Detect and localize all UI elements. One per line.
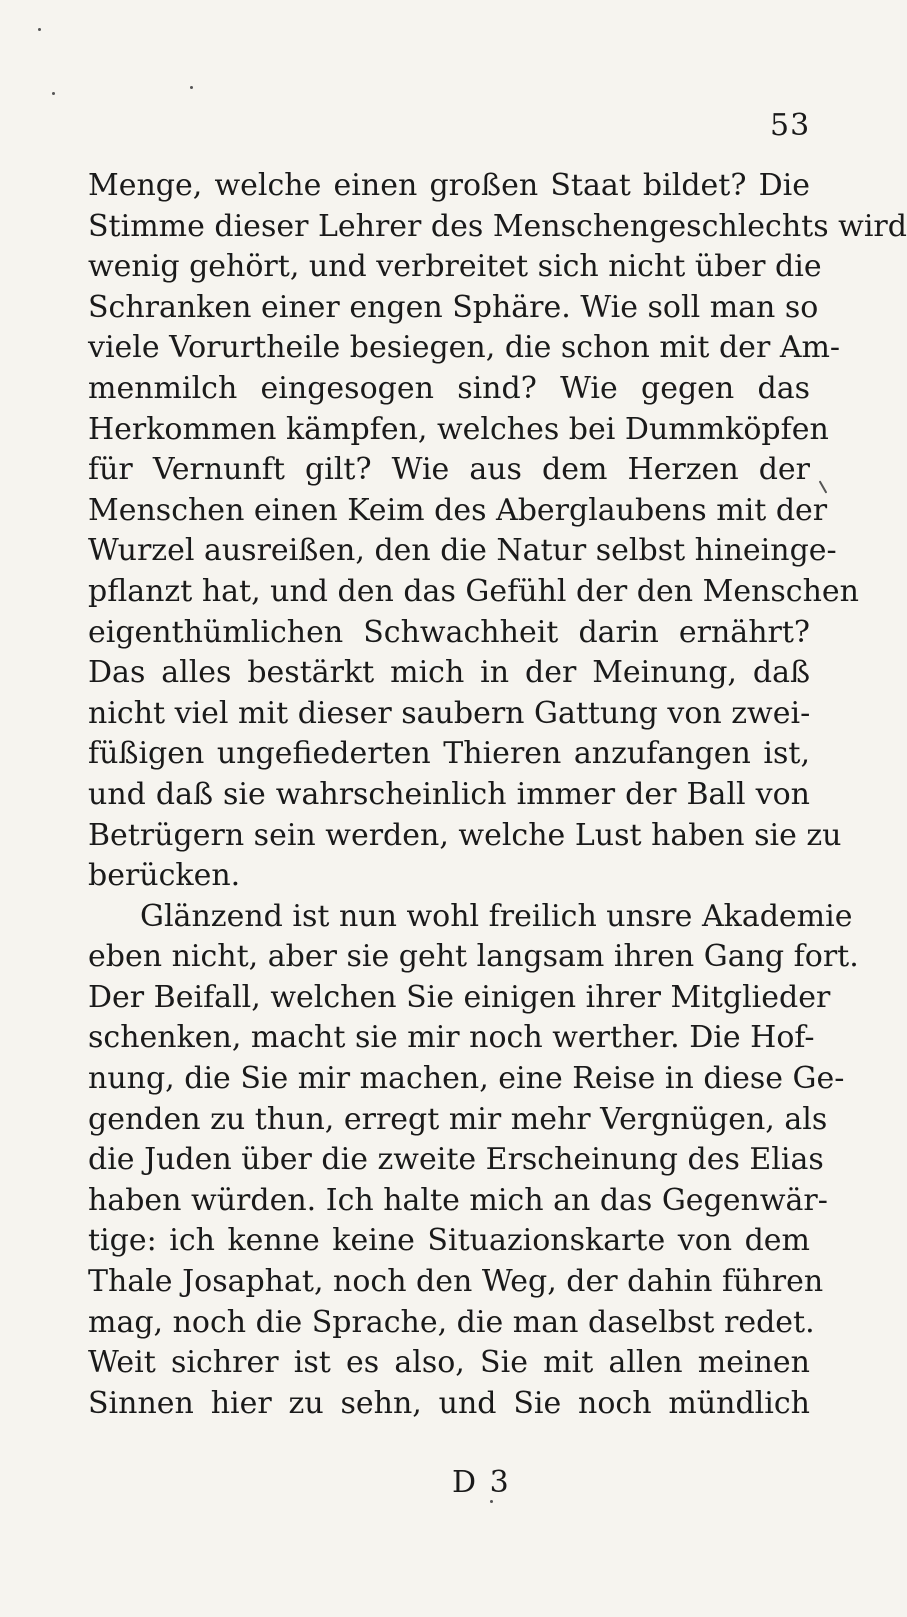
text-line: Menschen einen Keim des Aberglaubens mit der <box>88 492 828 528</box>
text-line: wenig gehört, und verbreitet sich nicht über die <box>88 249 822 285</box>
text-line: Der Beifall, welchen Sie einigen ihrer Mitglieder <box>88 979 831 1015</box>
text-line: Sinnen hier zu sehn, und Sie noch mündlich <box>88 1385 810 1421</box>
text-line: schenken, macht sie mir noch werther. Die Hof- <box>88 1020 815 1056</box>
text-line: pflanzt hat, und den das Gefühl der den Menschen <box>88 573 860 609</box>
text-line: Stimme dieser Lehrer des Menschengeschlechts wird <box>88 208 907 244</box>
text-line: Wurzel ausreißen, den die Natur selbst hineinge- <box>88 533 837 569</box>
text-line: für Vernunft gilt? Wie aus dem Herzen der <box>88 452 810 488</box>
text-line: Menge, welche einen großen Staat bildet? Die <box>88 168 810 203</box>
printer-signature-mark: D 3 <box>452 1465 511 1500</box>
paper-speck <box>819 480 828 493</box>
text-line: nung, die Sie mir machen, eine Reise in diese Ge- <box>88 1061 845 1097</box>
text-line: eigenthümlichen Schwachheit darin ernährt? <box>88 614 810 650</box>
paragraph-end-line: berücken. <box>88 858 241 894</box>
text-line: tige: ich kenne keine Situazionskarte von dem <box>88 1223 810 1259</box>
text-line: mag, noch die Sprache, die man daselbst redet. <box>88 1304 815 1340</box>
text-line: eben nicht, aber sie geht langsam ihren Gang fort. <box>88 939 859 975</box>
page-number: 53 <box>770 108 811 143</box>
text-line: und daß sie wahrscheinlich immer der Ball von <box>88 776 810 812</box>
text-line: Herkommen kämpfen, welches bei Dummköpfen <box>88 411 829 447</box>
text-line: haben würden. Ich halte mich an das Gegenwär- <box>88 1182 828 1218</box>
paper-speck <box>490 1500 493 1503</box>
text-line: Das alles bestärkt mich in der Meinung, daß <box>88 655 810 691</box>
text-line: die Juden über die zweite Erscheinung des Elias <box>88 1142 824 1178</box>
body-text <box>88 166 907 1424</box>
text-line: füßigen ungefiederten Thieren anzufangen ist, <box>88 736 810 772</box>
text-line: genden zu thun, erregt mir mehr Vergnügen, als <box>88 1101 828 1137</box>
text-line: viele Vorurtheile besiegen, die schon mit der Am- <box>88 330 841 366</box>
paper-speck <box>52 92 55 95</box>
text-line: menmilch eingesogen sind? Wie gegen das <box>88 370 810 406</box>
text-line: Betrügern sein werden, welche Lust haben sie zu <box>88 817 842 853</box>
paper-speck <box>38 28 41 31</box>
text-line: Schranken einer engen Sphäre. Wie soll man so <box>88 289 819 325</box>
text-line: Thale Josaphat, noch den Weg, der dahin führen <box>88 1264 824 1300</box>
paper-speck <box>190 86 193 89</box>
text-line: nicht viel mit dieser saubern Gattung von zwei- <box>88 695 811 731</box>
text-line: Weit sichrer ist es also, Sie mit allen meinen <box>88 1345 810 1381</box>
paragraph-start-line: Glänzend ist nun wohl freilich unsre Akademie <box>140 898 853 934</box>
